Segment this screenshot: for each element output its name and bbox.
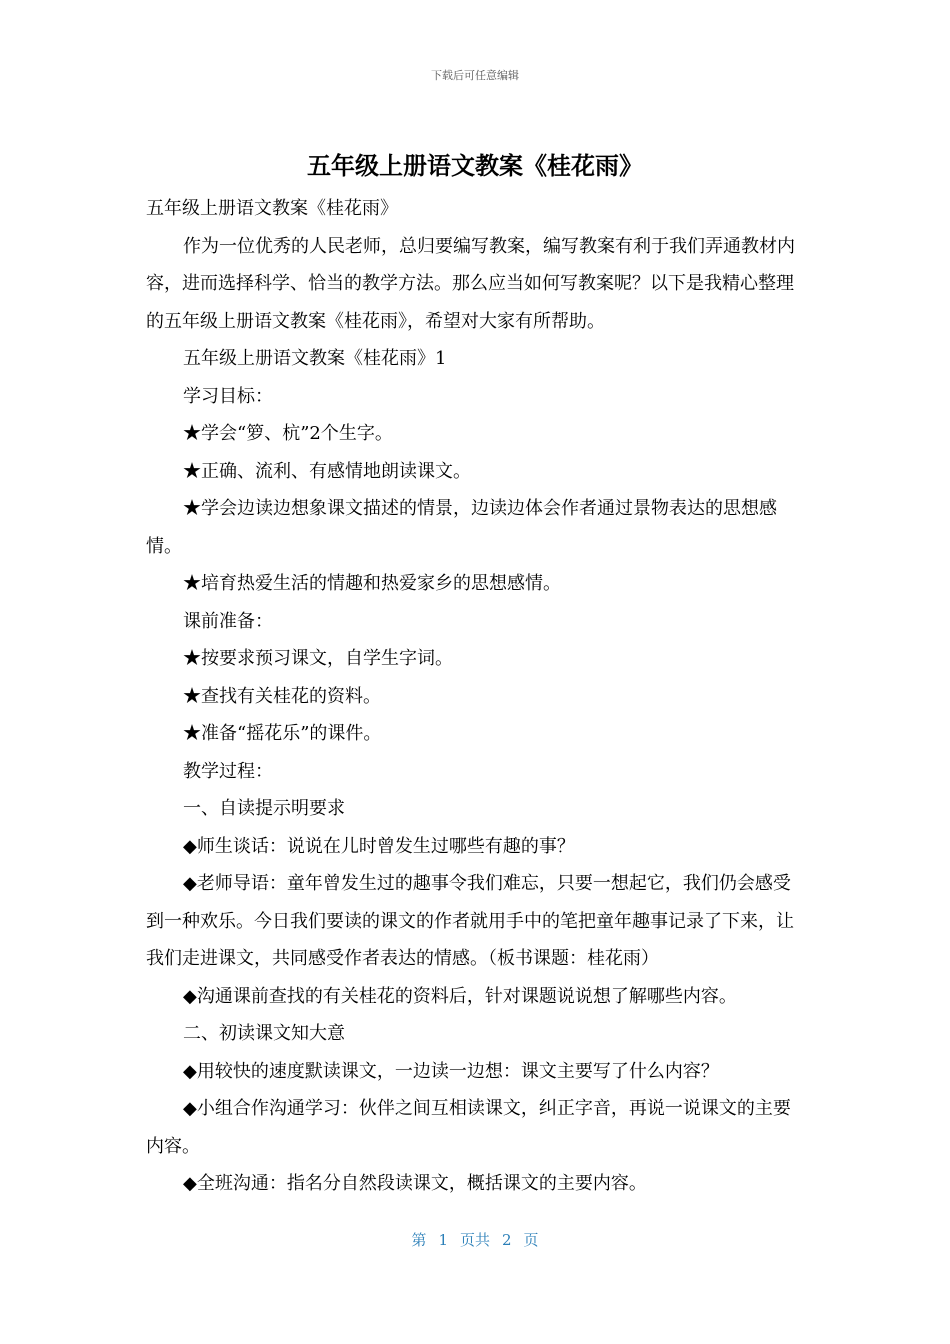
paragraph: 五年级上册语文教案《桂花雨》1 — [183, 348, 447, 369]
paragraph: ◆沟通课前查找的有关桂花的资料后，针对课题说说想了解哪些内容。 — [183, 985, 737, 1007]
paragraph: ★学会边读边想象课文描述的情景，边读边体会作者通过景物表达的思想感情。 — [146, 498, 777, 557]
footer-total-pages: 2 — [502, 1231, 512, 1249]
paragraph: 一、自读提示明要求 — [183, 798, 345, 819]
paragraph: ★学会“箩、杭”2个生字。 — [183, 423, 393, 444]
paragraph: 学习目标： — [183, 385, 273, 407]
footer-suffix: 页 — [523, 1231, 539, 1249]
document-title: 五年级上册语文教案《桂花雨》 — [307, 152, 643, 180]
page-footer — [0, 1229, 950, 1250]
paragraph: ◆老师导语：童年曾发生过的趣事令我们难忘，只要一想起它，我们仍会感受到一种欢乐。今日我们要读的课文的作者就用手中的笔把童年趣事记录了下来，让我们走进课文，共同感受作者表达的情感。（板书课题：桂花雨） — [146, 873, 794, 969]
header-note: 下载后可任意编辑 — [431, 69, 519, 82]
footer-prefix: 第 — [411, 1231, 427, 1249]
paragraph: ★按要求预习课文，自学生字词。 — [183, 648, 453, 669]
paragraph: ◆小组合作沟通学习：伙伴之间互相读课文，纠正字音，再说一说课文的主要内容。 — [146, 1098, 791, 1157]
document-body — [146, 190, 798, 1203]
paragraph: ★准备“摇花乐”的课件。 — [183, 723, 382, 744]
footer-middle: 页共 — [459, 1231, 490, 1249]
paragraph: ◆用较快的速度默读课文，一边读一边想：课文主要写了什么内容？ — [183, 1060, 719, 1082]
paragraph: 课前准备： — [183, 610, 273, 632]
paragraph: ◆师生谈话：说说在儿时曾发生过哪些有趣的事？ — [183, 835, 575, 857]
paragraph: ★查找有关桂花的资料。 — [183, 685, 381, 707]
footer-current-page: 1 — [438, 1231, 448, 1249]
paragraph: 五年级上册语文教案《桂花雨》 — [146, 198, 398, 219]
paragraph: ★培育热爱生活的情趣和热爱家乡的思想感情。 — [183, 573, 561, 594]
paragraph: ★正确、流利、有感情地朗读课文。 — [183, 460, 471, 482]
paragraph: 作为一位优秀的人民老师，总归要编写教案，编写教案有利于我们弄通教材内容，进而选择科学、恰当的教学方法。那么应当如何写教案呢？以下是我精心整理的五年级上册语文教案《桂花雨》，希望对大家有所帮助。 — [146, 235, 795, 332]
paragraph: 教学过程： — [183, 760, 273, 782]
paragraph: 二、初读课文知大意 — [183, 1023, 345, 1044]
paragraph: ◆全班沟通：指名分自然段读课文，概括课文的主要内容。 — [183, 1173, 647, 1194]
